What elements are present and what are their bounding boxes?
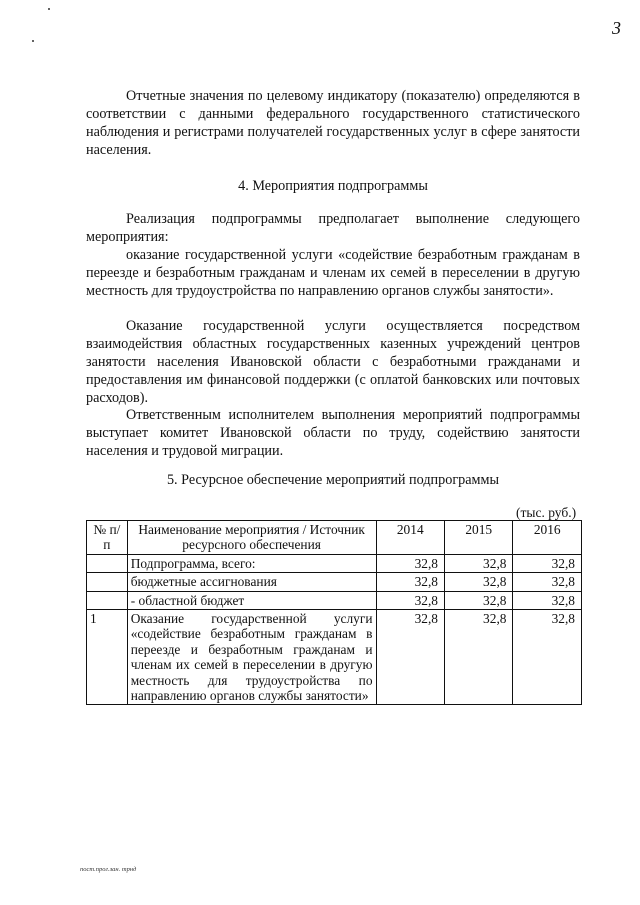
footer-filename: пост.прог.зан. трнд: [80, 866, 137, 873]
table-row: [87, 610, 582, 705]
section-4-paragraph-2: оказание государственной услуги «содействие безработным гражданам в переезде и безработным гражданам и членам их семей в переселении в другую местность для трудоустройства по направлению органов службы занятости».: [86, 247, 580, 299]
row-value: 32,8: [445, 591, 513, 609]
row-value: 32,8: [513, 554, 582, 572]
col-year-header: 2016: [513, 521, 582, 555]
section-4-paragraph-3: Оказание государственной услуги осуществляется посредством взаимодействия областных государственных казенных учреждений центров занятости населения Ивановской области с безработными гражданами и предоставления им финансовой поддержки (с оплатой банковских или почтовых расходов).: [86, 318, 580, 406]
scan-mark: [48, 8, 50, 10]
table-row: [87, 554, 582, 572]
row-value: 32,8: [445, 610, 513, 705]
row-value: 32,8: [376, 591, 444, 609]
col-name-header: Наименование мероприятия / Источник ресурсного обеспечения: [127, 521, 376, 555]
table-header-row: [87, 521, 582, 555]
units-label: (тыс. руб.): [516, 505, 577, 520]
row-value: 32,8: [376, 573, 444, 591]
resource-table: [86, 520, 582, 705]
row-number: [87, 554, 128, 572]
page-number: 3: [612, 18, 621, 38]
row-value: 32,8: [513, 610, 582, 705]
row-number: [87, 591, 128, 609]
row-value: 32,8: [376, 610, 444, 705]
col-year-header: 2014: [376, 521, 444, 555]
row-number: 1: [87, 610, 128, 705]
intro-paragraph: Отчетные значения по целевому индикатору (показателю) определяются в соответствии с данными федерального государственного статистического наблюдения и регистрами получателей государственных услуг в сфере занятости населения.: [86, 88, 580, 158]
row-value: 32,8: [376, 554, 444, 572]
row-name: Подпрограмма, всего:: [127, 554, 376, 572]
row-value: 32,8: [513, 591, 582, 609]
row-name: Оказание государственной услуги «содействие безработным гражданам в переезде и безработным гражданам и членам их семей в переселении в другую местность для трудоустройства по направлению органов службы занятости»: [127, 610, 376, 705]
section-4-heading: 4. Мероприятия подпрограммы: [238, 178, 428, 194]
col-number-header: № п/п: [87, 521, 128, 555]
table-row: [87, 573, 582, 591]
section-5-heading: 5. Ресурсное обеспечение мероприятий подпрограммы: [166, 472, 500, 488]
row-value: 32,8: [445, 554, 513, 572]
row-number: [87, 573, 128, 591]
section-4-paragraph-1: Реализация подпрограммы предполагает выполнение следующего мероприятия:: [86, 211, 580, 245]
scan-mark: [32, 40, 34, 42]
col-year-header: 2015: [445, 521, 513, 555]
row-value: 32,8: [513, 573, 582, 591]
row-value: 32,8: [445, 573, 513, 591]
section-4-paragraph-4: Ответственным исполнителем выполнения мероприятий подпрограммы выступает комитет Ивановской области по труду, содействию занятости населения и трудовой миграции.: [86, 407, 580, 459]
row-name: - областной бюджет: [127, 591, 376, 609]
row-name: бюджетные ассигнования: [127, 573, 376, 591]
table-row: [87, 591, 582, 609]
